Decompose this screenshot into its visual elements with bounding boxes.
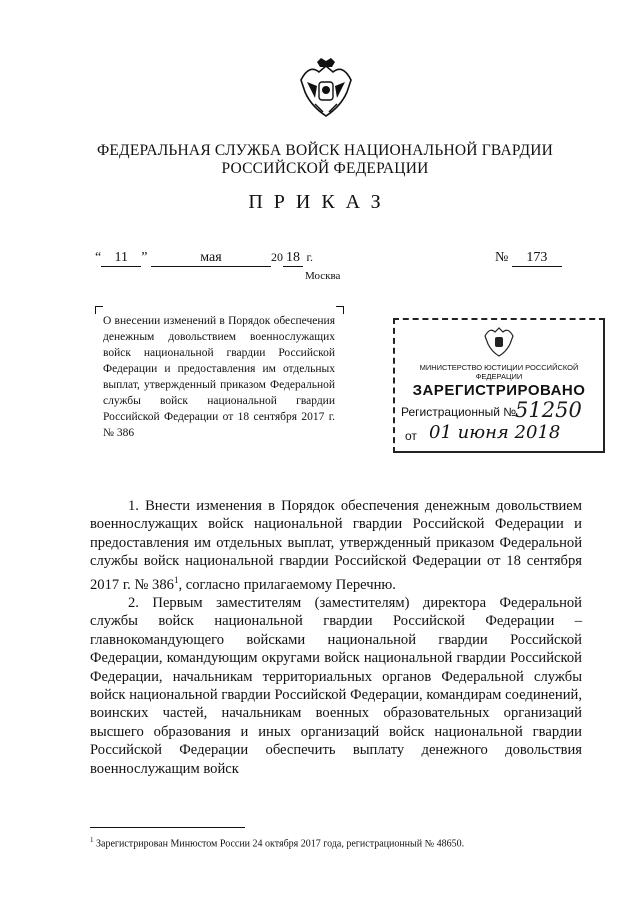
stamp-registered: ЗАРЕГИСТРИРОВАНО [412, 382, 586, 399]
date-year-abbr: г. [306, 250, 314, 264]
date-close-quote: ” [141, 250, 148, 265]
stamp-reg-date: 01 июня 2018 [429, 422, 561, 443]
stamp-ministry: МИНИСТЕРСТВО ЮСТИЦИИ РОССИЙСКОЙ ФЕДЕРАЦИИ [419, 363, 579, 381]
order-date [95, 250, 313, 267]
paragraph-1-text: 1. Внести изменения в Порядок обеспечения денежным довольствием военнослужащих войск национальной гвардии Российской Федерации и предоставления им отдельных выплат, утвержденный приказом Федеральной службы войск национальной гвардии Российской Федерации от 18 сентября 2017 г. № 386 [90, 498, 582, 593]
date-year-prefix: 20 [270, 250, 283, 264]
organization-title [80, 142, 570, 178]
footnote-text: Зарегистрирован Минюстом России 24 октября 2017 года, регистрационный № 48650. [96, 838, 465, 850]
date-day: 11 [101, 250, 141, 267]
date-year-suffix: 18 [283, 250, 303, 267]
date-open-quote: “ [95, 250, 102, 265]
paragraph-1 [90, 497, 582, 594]
footnote-ref: 1 [173, 574, 179, 585]
coat-of-arms-emblem [297, 58, 355, 120]
paragraph-1-end: , согласно прилагаемому Перечню. [178, 576, 396, 593]
order-number-label: № [495, 250, 509, 265]
footnote [90, 836, 464, 849]
order-number-value: 173 [512, 250, 562, 267]
stamp-emblem-icon [482, 324, 516, 358]
organization-title-line1: ФЕДЕРАЛЬНАЯ СЛУЖБА ВОЙСК НАЦИОНАЛЬНОЙ ГВАРДИИ [96, 142, 554, 159]
stamp-reg-label: Регистрационный № [401, 405, 517, 419]
city: Москва [305, 270, 341, 282]
footnote-divider [90, 827, 245, 828]
order-number [495, 250, 562, 267]
registration-stamp [393, 318, 605, 453]
order-body [90, 497, 582, 778]
document-type: ПРИКАЗ [248, 191, 392, 213]
date-month: мая [151, 250, 271, 267]
subject-corner-left [95, 306, 103, 314]
subject-corner-right [336, 306, 344, 314]
stamp-reg-number: 51250 [515, 398, 582, 422]
order-subject: О внесении изменений в Порядок обеспечения денежным довольствием военнослужащих войск национальной гвардии Российской Федерации и предоставления им отдельных выплат, утвержденный приказом Федеральной службы войск национальной гвардии Российской Федерации от 18 сентября 2017 г. № 386 [103, 315, 335, 439]
organization-title-line2: РОССИЙСКОЙ ФЕДЕРАЦИИ [221, 160, 429, 177]
footnote-marker: 1 [90, 836, 94, 844]
paragraph-2: 2. Первым заместителям (заместителям) директора Федеральной службы войск национальной гвардии Российской Федерации – главнокомандующего войсками национальной гвардии Российской Федерации, командующим округами войск национальной гвардии Российской Федерации, начальникам территориальных органов Федеральной службы войск национальной гвардии Российской Федерации, командирам соединений, воинских частей, начальникам военных образовательных организаций высшего образования и иных организаций войск национальной гвардии Российской Федерации обеспечить выплату денежного довольствия военнослужащим войск [90, 594, 582, 777]
stamp-date-label: от [405, 429, 417, 443]
